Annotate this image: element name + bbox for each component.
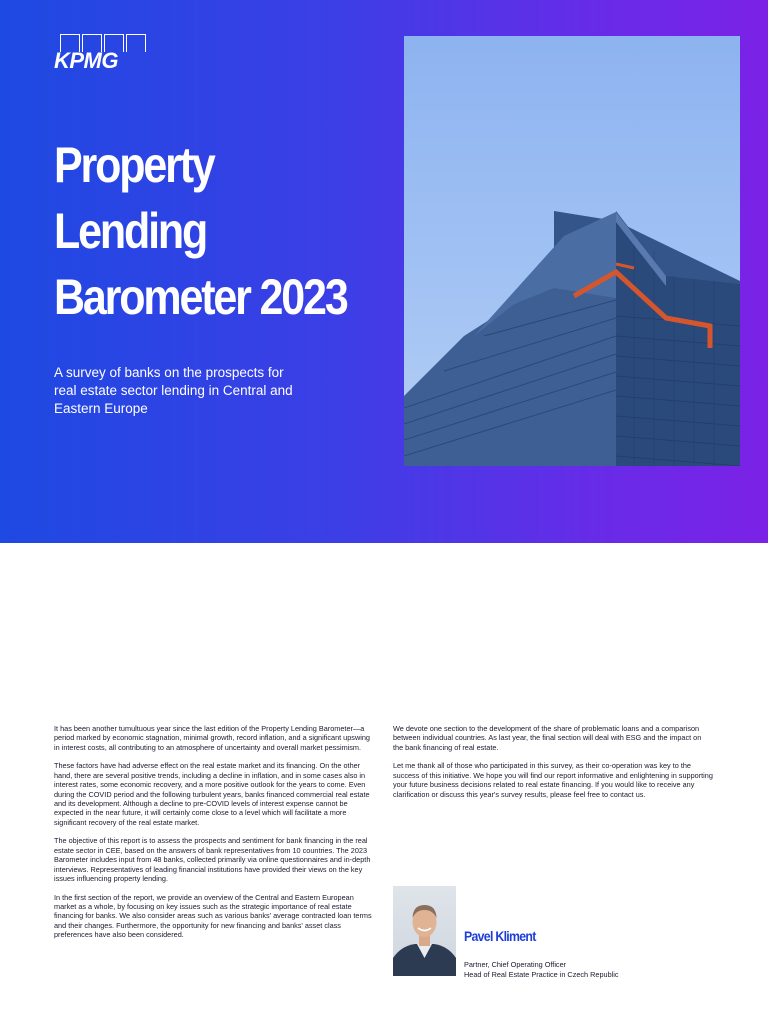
logo-wordmark: KPMG bbox=[54, 48, 118, 73]
title-line-1: Property Lending bbox=[54, 137, 214, 259]
intro-paragraph: In the first section of the report, we provide an overview of the Central and Eastern European market as a whole, by focusing on key issues such as the strategic importance of real estate financing for banks. We also consider areas such as various banks' average contracted loan terms and their changes. Furthermore, the opportunity for new financing and banks' asset class preferences have also been considered. bbox=[54, 892, 372, 940]
signatory-name: Pavel Kliment bbox=[464, 928, 536, 944]
title-line-2: Barometer 2023 bbox=[54, 269, 347, 325]
intro-column-left bbox=[54, 724, 374, 949]
person-portrait bbox=[393, 886, 456, 976]
intro-paragraph: It has been another tumultuous year since the last edition of the Property Lending Barometer—a period marked by economic stagnation, minimal growth, record inflation, and a significant upswing in interest costs, all contributing to an atmosphere of uncertainty and overall market pessimism. bbox=[54, 724, 370, 752]
skyscraper-photo bbox=[404, 36, 740, 466]
signatory-role bbox=[464, 960, 684, 979]
report-subtitle: A survey of banks on the prospects for real estate sector lending in Central and Eastern Europe bbox=[54, 365, 293, 416]
intro-paragraph: We devote one section to the development of the share of problematic loans and a comparison between individual countries. As last year, the final section will deal with ESG and the impact on the bank financing of real estate. bbox=[393, 724, 702, 752]
role-line-1: Partner, Chief Operating Officer bbox=[464, 960, 567, 969]
intro-paragraph: These factors have had adverse effect on the real estate market and its financing. On the other hand, there are several positive trends, including a decline in inflation, and in some cases also in interest rates, some economic recovery, and a more positive outlook for the years to come. Even during the COVID period and the following turbulent years, banks financed commercial real estate and its development. Although a decline to pre-COVID levels of interest expense cannot be expected in the near future, it will certainly come close to a level which will facilitate a more significant recovery of the real estate market. bbox=[54, 761, 370, 827]
role-line-2: Head of Real Estate Practice in Czech Republic bbox=[464, 969, 619, 979]
kpmg-logo bbox=[52, 34, 142, 72]
intro-paragraph: Let me thank all of those who participated in this survey, as their co-operation was key to the success of this initiative. We hope you will find our report informative and enlightening in supporting your future business decisions related to real estate financing. If you would like to receive any clarification or discuss this year's survey results, please feel free to contact us. bbox=[393, 761, 713, 799]
intro-paragraph: The objective of this report is to assess the prospects and sentiment for bank financing in the real estate sector in CEE, based on the answers of bank representatives from 10 countries. The 2023 Barometer includes input from 48 banks, collected primarily via online questionnaires and in-depth interviews. Representatives of leading financial institutions have provided their views on the key issues influencing property lending. bbox=[54, 836, 371, 884]
intro-column-right bbox=[393, 724, 713, 808]
report-title bbox=[54, 132, 364, 330]
